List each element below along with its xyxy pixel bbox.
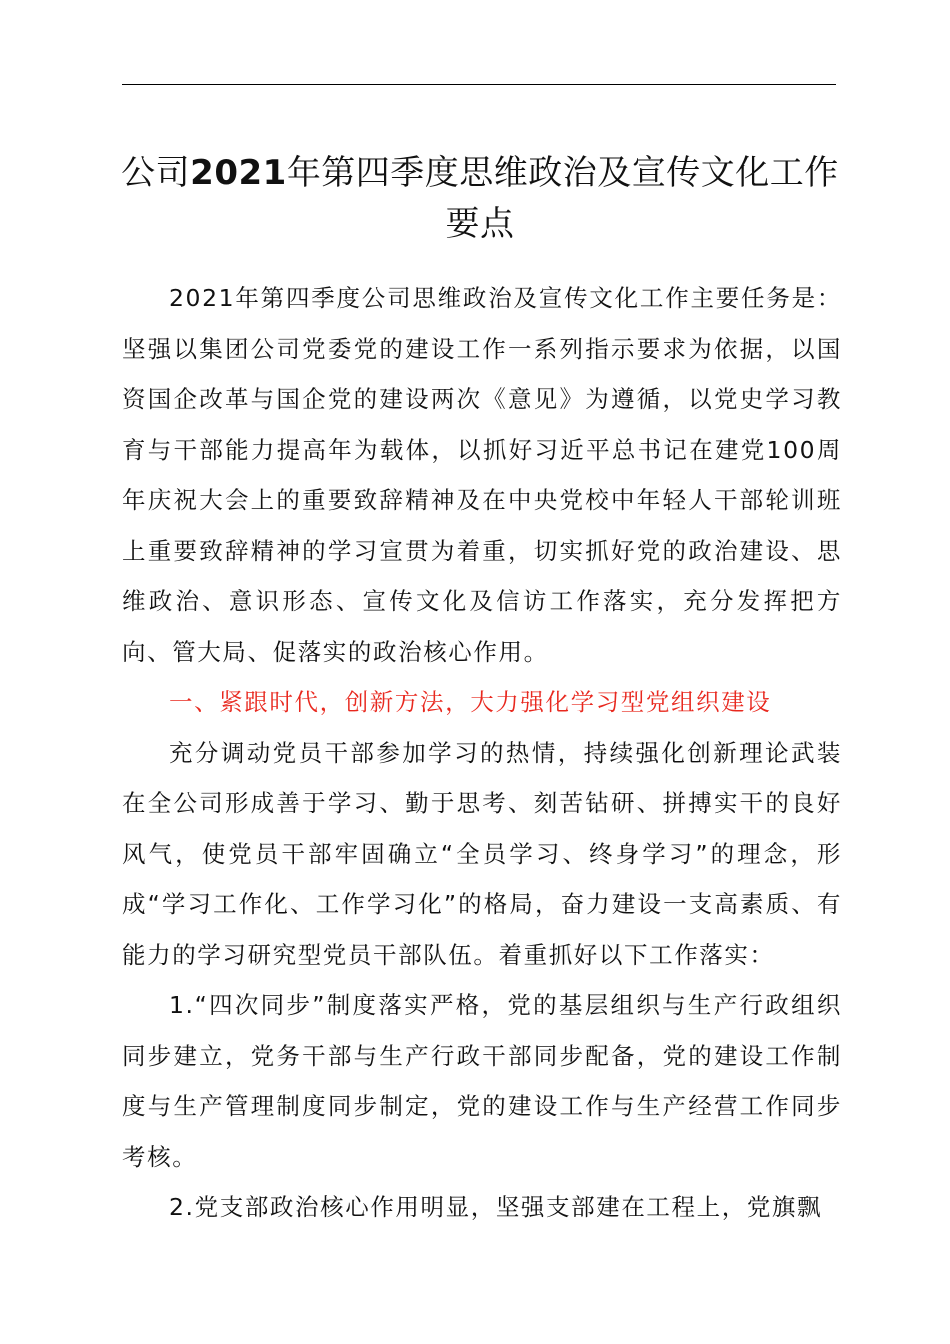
document-body	[122, 273, 842, 1233]
list-item-2: 2.党支部政治核心作用明显，坚强支部建在工程上，党旗飘	[169, 1193, 823, 1221]
title-year: 2021	[190, 153, 287, 193]
header-rule	[122, 84, 836, 85]
section-1-paragraph: 充分调动党员干部参加学习的热情，持续强化创新理论武装在全公司形成善于学习、勤于思考、刻苦钻研、拼搏实干的良好风气，使党员干部牢固确立“全员学习、终身学习”的理念，形成“学习工作化、工作学习化”的格局，奋力建设一支高素质、有能力的学习研究型党员干部队伍。着重抓好以下工作落实：	[122, 738, 842, 969]
list-item-1: 1.“四次同步”制度落实严格，党的基层组织与生产行政组织同步建立，党务干部与生产行政干部同步配备，党的建设工作制度与生产管理制度同步制定，党的建设工作与生产经营工作同步考核。	[122, 991, 842, 1171]
title-prefix: 公司	[121, 153, 191, 193]
document-title	[110, 148, 850, 250]
title-rest: 年第四季度思维政治及宣传文化工作要点	[286, 153, 839, 244]
section-1-heading: 一、紧跟时代，创新方法，大力强化学习型党组织建设	[169, 688, 772, 716]
intro-paragraph: 2021年第四季度公司思维政治及宣传文化工作主要任务是：坚强以集团公司党委党的建设工作一系列指示要求为依据，以国资国企改革与国企党的建设两次《意见》为遵循，以党史学习教育与干部能力提高年为载体，以抓好习近平总书记在建党100周年庆祝大会上的重要致辞精神及在中央党校中年轻人干部轮训班上重要致辞精神的学习宣贯为着重，切实抓好党的政治建设、思维政治、意识形态、宣传文化及信访工作落实，充分发挥把方向、管大局、促落实的政治核心作用。	[122, 284, 842, 666]
